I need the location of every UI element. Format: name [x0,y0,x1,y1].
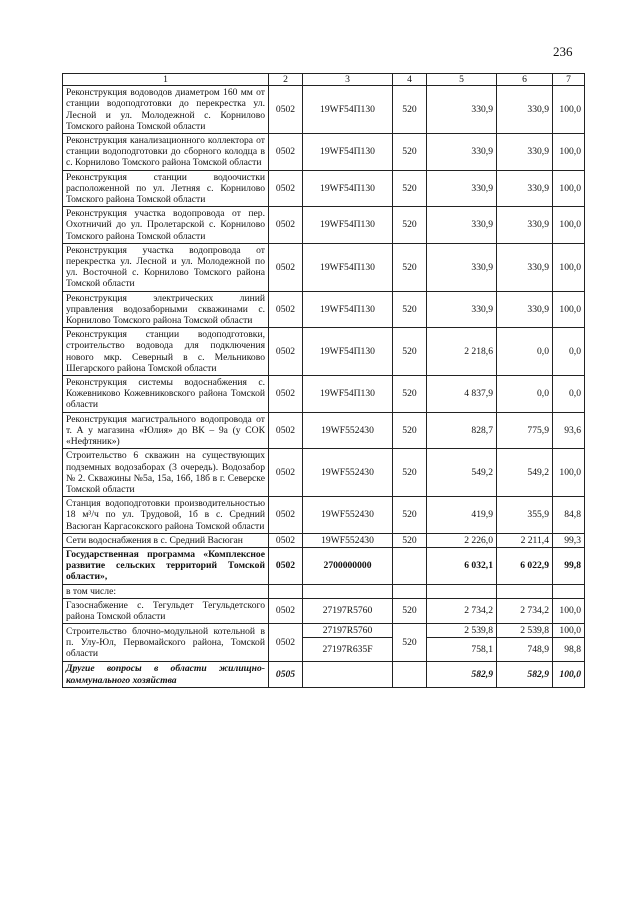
row-percent: 100,0 [553,291,585,328]
row-name: Реконструкция водоводов диаметром 160 мм от станции водоподготовки до перекрестка ул. Лесной и ул. Молодежной с. Корнилово Томского района Томской области [63,86,269,134]
header-cell: 2 [269,74,303,86]
row-executed: 775,9 [497,412,553,449]
boiler-executed-2: 748,9 [497,638,553,662]
row-code: 19WF54П130 [303,134,393,171]
boiler-expense-type: 520 [393,624,427,662]
table-row [63,449,585,497]
header-cell: 4 [393,74,427,86]
row-code: 19WF54П130 [303,170,393,207]
program-expense-type [393,547,427,584]
row-percent: 100,0 [553,134,585,171]
row-section: 0502 [269,207,303,244]
header-row [63,74,585,86]
row-planned: 330,9 [427,134,497,171]
table-row [63,328,585,376]
row-planned: 828,7 [427,412,497,449]
row-percent: 93,6 [553,412,585,449]
program-planned: 6 032,1 [427,547,497,584]
row-code: 19WF552430 [303,412,393,449]
row-section: 0502 [269,449,303,497]
row-percent: 100,0 [553,86,585,134]
table-row [63,497,585,534]
table-row [63,170,585,207]
row-planned: 330,9 [427,243,497,291]
gas-expense-type: 520 [393,598,427,623]
header-cell: 3 [303,74,393,86]
header-cell: 7 [553,74,585,86]
other-executed: 582,9 [497,662,553,687]
boiler-planned-2: 758,1 [427,638,497,662]
row-executed: 0,0 [497,376,553,413]
row-section: 0502 [269,291,303,328]
row-expense-type: 520 [393,170,427,207]
row-planned: 4 837,9 [427,376,497,413]
row-section: 0502 [269,497,303,534]
row-percent: 100,0 [553,207,585,244]
row-executed: 330,9 [497,207,553,244]
row-code: 19WF552430 [303,449,393,497]
row-name: Реконструкция канализационного коллектора от станции водоподготовки до сборного колодца в с. Корнилово Томского района Томской области [63,134,269,171]
row-executed: 330,9 [497,86,553,134]
row-percent: 84,8 [553,497,585,534]
row-section: 0502 [269,86,303,134]
gas-row [63,598,585,623]
header-cell: 1 [63,74,269,86]
gas-planned: 2 734,2 [427,598,497,623]
row-percent: 0,0 [553,328,585,376]
row-expense-type: 520 [393,291,427,328]
page-number: 236 [553,44,573,59]
row-planned: 330,9 [427,170,497,207]
row-name: Строительство 6 скважин на существующих подземных водозаборах (3 очередь). Водозабор № 2. Скважины №5а, 15а, 16б, 18б в г. Северске Томской области [63,449,269,497]
row-percent: 99,3 [553,533,585,547]
row-code: 19WF54П130 [303,376,393,413]
row-section: 0502 [269,328,303,376]
program-executed: 6 022,9 [497,547,553,584]
row-name: Реконструкция магистрального водопровода от т. А у магазина «Юлия» до ВК – 9а (у СОК «Нефтяник») [63,412,269,449]
row-planned: 330,9 [427,86,497,134]
row-planned: 330,9 [427,291,497,328]
program-code: 2700000000 [303,547,393,584]
boiler-code-2: 27197R635F [303,638,393,662]
row-expense-type: 520 [393,497,427,534]
row-expense-type: 520 [393,243,427,291]
boiler-percent-2: 98,8 [553,638,585,662]
row-code: 19WF54П130 [303,291,393,328]
row-expense-type: 520 [393,134,427,171]
including-label: в том числе: [63,584,269,598]
table-row [63,86,585,134]
row-expense-type: 520 [393,533,427,547]
table-row [63,291,585,328]
other-planned: 582,9 [427,662,497,687]
row-expense-type: 520 [393,376,427,413]
row-planned: 2 226,0 [427,533,497,547]
table-row [63,134,585,171]
row-section: 0502 [269,134,303,171]
row-expense-type: 520 [393,449,427,497]
boiler-section: 0502 [269,624,303,662]
budget-table [62,73,585,688]
row-expense-type: 520 [393,86,427,134]
row-name: Реконструкция системы водоснабжения с. Кожевниково Кожевниковского района Томской области [63,376,269,413]
other-code [303,662,393,687]
row-executed: 330,9 [497,243,553,291]
row-name: Реконструкция электрических линий управления водозаборными скважинами с. Корнилово Томского района Томской области [63,291,269,328]
gas-section: 0502 [269,598,303,623]
row-section: 0502 [269,533,303,547]
program-row [63,547,585,584]
boiler-code-1: 27197R5760 [303,624,393,638]
other-percent: 100,0 [553,662,585,687]
row-planned: 419,9 [427,497,497,534]
row-executed: 0,0 [497,328,553,376]
row-planned: 2 218,6 [427,328,497,376]
row-code: 19WF54П130 [303,207,393,244]
row-executed: 330,9 [497,134,553,171]
row-name: Реконструкция участка водопровода от перекрестка ул. Лесной и ул. Молодежной по ул. Восточной с. Корнилово Томского района Томской области [63,243,269,291]
row-section: 0502 [269,170,303,207]
row-code: 19WF552430 [303,533,393,547]
table-row [63,243,585,291]
table-row [63,207,585,244]
row-code: 19WF54П130 [303,86,393,134]
row-percent: 100,0 [553,170,585,207]
row-name: Сети водоснабжения в с. Средний Васюган [63,533,269,547]
row-section: 0502 [269,243,303,291]
other-section: 0505 [269,662,303,687]
table-row [63,376,585,413]
row-name: Реконструкция участка водопровода от пер. Охотничий до ул. Пролетарской с. Корнилово Томского района Томской области [63,207,269,244]
boiler-planned-1: 2 539,8 [427,624,497,638]
row-percent: 100,0 [553,243,585,291]
program-section: 0502 [269,547,303,584]
row-percent: 100,0 [553,449,585,497]
row-code: 19WF552430 [303,497,393,534]
row-executed: 330,9 [497,170,553,207]
boiler-executed-1: 2 539,8 [497,624,553,638]
row-executed: 2 211,4 [497,533,553,547]
row-section: 0502 [269,412,303,449]
row-name: Реконструкция станции водоподготовки, строительство водовода для подключения нового мкр. Северный в с. Мельниково Шегарского района Томской области [63,328,269,376]
table-row [63,533,585,547]
boiler-name: Строительство блочно-модульной котельной в п. Улу-Юл, Первомайского района, Томской области [63,624,269,662]
other-name: Другие вопросы в области жилищно-коммунального хозяйства [63,662,269,687]
header-cell: 5 [427,74,497,86]
gas-code: 27197R5760 [303,598,393,623]
row-executed: 549,2 [497,449,553,497]
row-executed: 330,9 [497,291,553,328]
row-name: Реконструкция станции водоочистки расположенной по ул. Летняя с. Корнилово Томского района Томской области [63,170,269,207]
program-name: Государственная программа «Комплексное развитие сельских территорий Томской области», [63,547,269,584]
gas-executed: 2 734,2 [497,598,553,623]
row-code: 19WF54П130 [303,328,393,376]
other-row [63,662,585,687]
program-percent: 99,8 [553,547,585,584]
row-planned: 330,9 [427,207,497,244]
row-section: 0502 [269,376,303,413]
row-code: 19WF54П130 [303,243,393,291]
other-expense-type [393,662,427,687]
row-percent: 0,0 [553,376,585,413]
row-name: Станция водоподготовки производительностью 18 м³/ч по ул. Трудовой, 1б в с. Средний Васюган Каргасокского района Томской области [63,497,269,534]
boiler-row [63,624,585,638]
row-planned: 549,2 [427,449,497,497]
including-row [63,584,585,598]
row-expense-type: 520 [393,328,427,376]
row-expense-type: 520 [393,207,427,244]
table-row [63,412,585,449]
row-expense-type: 520 [393,412,427,449]
row-executed: 355,9 [497,497,553,534]
header-cell: 6 [497,74,553,86]
gas-percent: 100,0 [553,598,585,623]
gas-name: Газоснабжение с. Тегульдет Тегульдетского района Томской области [63,598,269,623]
boiler-percent-1: 100,0 [553,624,585,638]
